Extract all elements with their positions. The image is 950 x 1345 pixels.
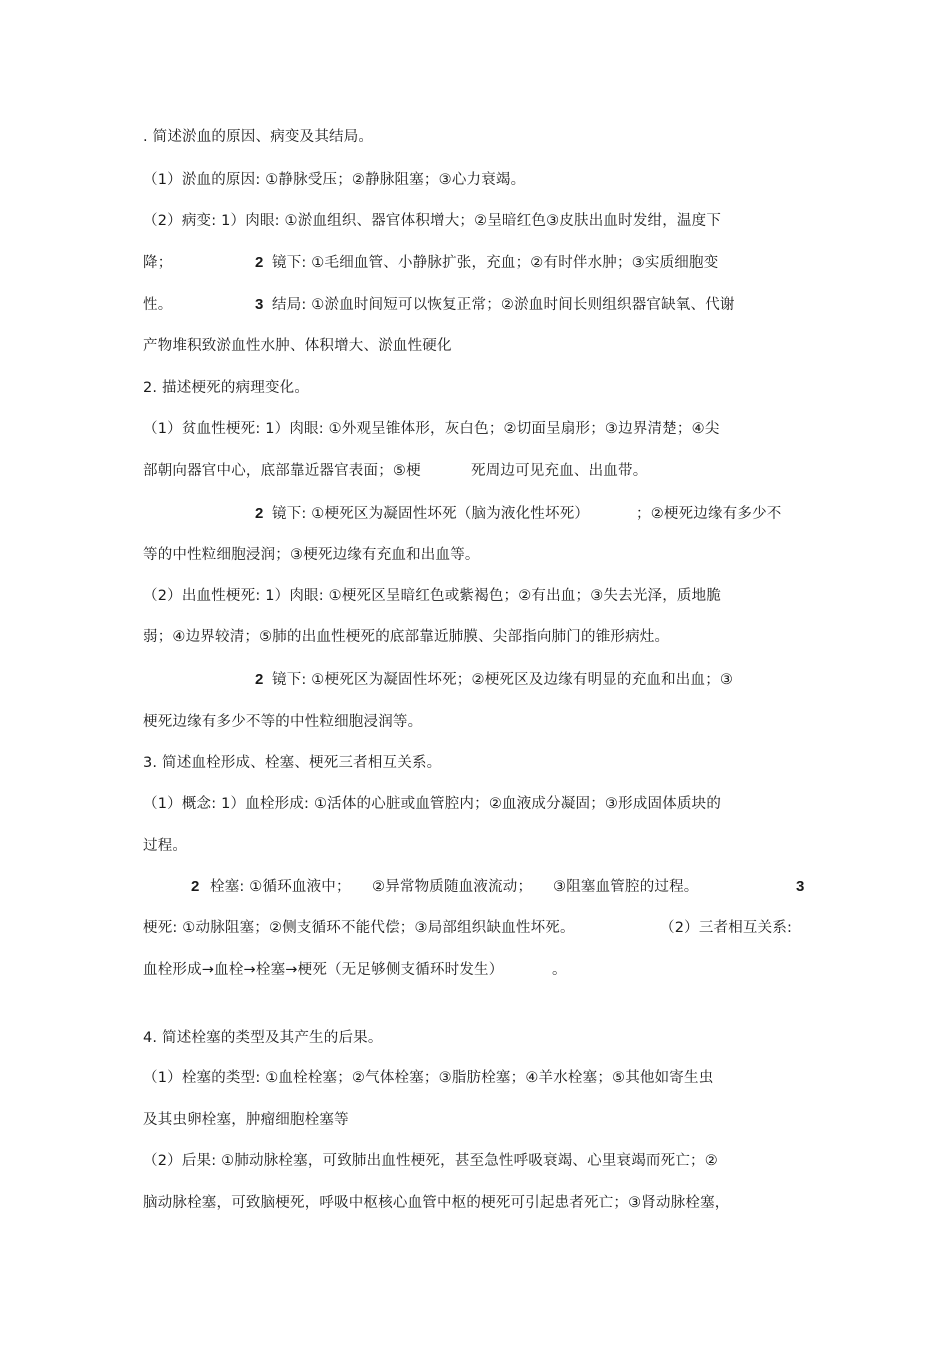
answer-line: （2）后果: ①肺动脉栓塞，可致肺出血性梗死，甚至急性呼吸衰竭、心里衰竭而死亡；② xyxy=(143,1153,718,1169)
answer-line: （1）贫血性梗死: 1）肉眼: ①外观呈锥体形，灰白色；②切面呈扇形；③边界清楚；④尖 xyxy=(143,421,720,437)
answer-line: 死周边可见充血、出血带。 xyxy=(471,463,648,479)
answer-line: （1）概念: 1）血栓形成: ①活体的心脏或血管腔内；②血液成分凝固；③形成固体质块的 xyxy=(143,796,722,812)
answer-line: 。 xyxy=(552,962,567,978)
item-number: 2 xyxy=(255,505,264,522)
answer-line: 部朝向器官中心，底部靠近器官表面；⑤梗 xyxy=(143,463,421,479)
item-number: 2 xyxy=(255,254,264,271)
answer-line: 性。 xyxy=(143,297,173,313)
question-2-title: 2. 描述梗死的病理变化。 xyxy=(143,380,310,396)
answer-line: 产物堆积致淤血性水肿、体积增大、淤血性硬化 xyxy=(143,338,452,354)
answer-line: 血栓形成→血栓→栓塞→梗死（无足够侧支循环时发生） xyxy=(143,962,504,978)
answer-line: 镜下: ①梗死区为凝固性坏死（脑为液化性坏死） xyxy=(272,506,590,522)
item-number: 3 xyxy=(796,878,805,895)
answer-line: （1）栓塞的类型: ①血栓栓塞；②气体栓塞；③脂肪栓塞；④羊水栓塞；⑤其他如寄生虫 xyxy=(143,1070,714,1086)
answer-line: ；②梗死边缘有多少不 xyxy=(636,506,782,522)
answer-line: 镜下: ①毛细血管、小静脉扩张，充血；②有时伴水肿；③实质细胞变 xyxy=(272,255,719,271)
answer-line: （2）出血性梗死: 1）肉眼: ①梗死区呈暗红色或紫褐色；②有出血；③失去光泽，质地脆 xyxy=(143,588,722,604)
answer-line: 结局: ①淤血时间短可以恢复正常；②淤血时间长则组织器官缺氧、代谢 xyxy=(272,297,735,313)
item-number: 2 xyxy=(255,671,264,688)
answer-line: ③阻塞血管腔的过程。 xyxy=(553,879,699,895)
answer-line: 弱；④边界较清；⑤肺的出血性梗死的底部靠近肺膜、尖部指向肺门的锥形病灶。 xyxy=(143,629,670,645)
answer-line: （1）淤血的原因: ①静脉受压；②静脉阻塞；③心力衰竭。 xyxy=(143,172,526,188)
answer-line: 等的中性粒细胞浸润；③梗死边缘有充血和出血等。 xyxy=(143,547,480,563)
item-number: 3 xyxy=(255,296,264,313)
answer-line: ②异常物质随血液流动； xyxy=(372,879,533,895)
question-1-title: . 简述淤血的原因、病变及其结局。 xyxy=(143,129,374,145)
answer-line: 及其虫卵栓塞，肿瘤细胞栓塞等 xyxy=(143,1112,349,1128)
question-3-title: 3. 简述血栓形成、栓塞、梗死三者相互关系。 xyxy=(143,755,442,771)
answer-line: （2）三者相互关系: xyxy=(660,920,793,936)
question-4-title: 4. 简述栓塞的类型及其产生的后果。 xyxy=(143,1030,383,1046)
answer-line: 降； xyxy=(143,255,173,271)
item-number: 2 xyxy=(191,878,200,895)
answer-line: 梗死: ①动脉阻塞；②侧支循环不能代偿；③局部组织缺血性坏死。 xyxy=(143,920,575,936)
answer-line: 脑动脉栓塞，可致脑梗死，呼吸中枢核心血管中枢的梗死可引起患者死亡；③肾动脉栓塞， xyxy=(143,1195,730,1211)
answer-line: 栓塞: ①循环血液中； xyxy=(210,879,351,895)
answer-line: 梗死边缘有多少不等的中性粒细胞浸润等。 xyxy=(143,714,423,730)
answer-line: 过程。 xyxy=(143,838,188,854)
answer-line: 镜下: ①梗死区为凝固性坏死；②梗死区及边缘有明显的充血和出血；③ xyxy=(272,672,734,688)
answer-line: （2）病变: 1）肉眼: ①淤血组织、器官体积增大；②呈暗红色③皮肤出血时发绀，温度下 xyxy=(143,213,722,229)
